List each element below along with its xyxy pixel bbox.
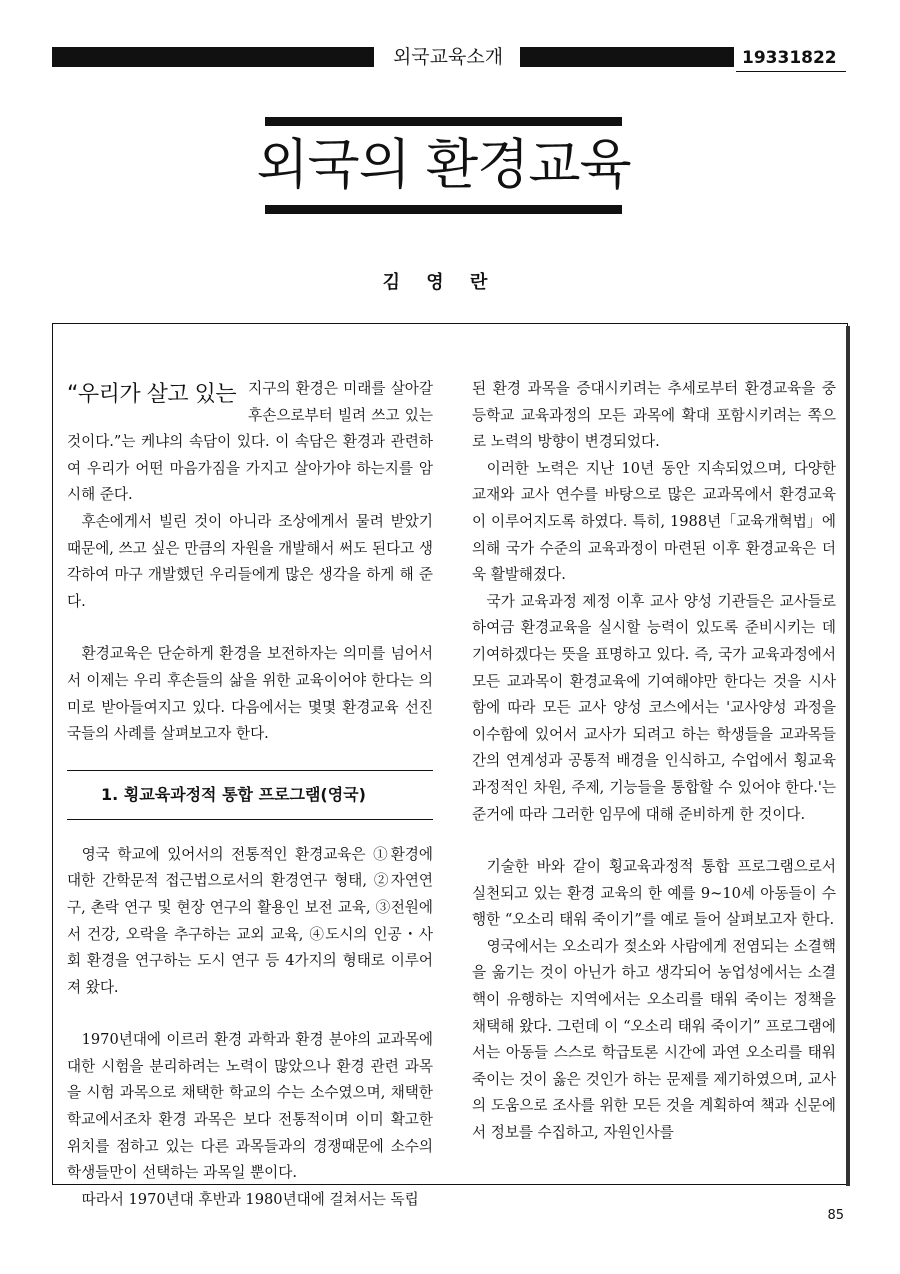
section-heading: 1. 횡교육과정적 통합 프로그램(영국)	[67, 770, 433, 820]
left-column	[67, 376, 433, 1213]
title-rule-top	[265, 117, 622, 126]
page-number: 85	[827, 1208, 844, 1223]
document-code: 19331822	[736, 44, 846, 72]
paragraph: 이러한 노력은 지난 10년 동안 지속되었으며, 다양한 교재와 교사 연수를 바탕으로 많은 교과목에서 환경교육이 이루어지도록 하였다. 특히, 1988년「교육개혁법」에 의해 국가 수준의 교육과정이 마련된 이후 환경교육은 더욱 활발해졌다.	[472, 459, 836, 584]
header-bar-right	[520, 47, 734, 67]
paragraph-gap	[67, 1001, 433, 1027]
paragraph: 환경교육은 단순하게 환경을 보전하자는 의미를 넘어서서 이제는 우리 후손들의 삶을 위한 교육이어야 한다는 의미로 받아들여지고 있다. 다음에서는 몇몇 환경교육 선진국들의 사례를 살펴보고자 한다.	[67, 645, 433, 743]
article-title: 외국의 환경교육	[256, 133, 631, 196]
paragraph-gap	[67, 615, 433, 641]
paragraph: 영국에서는 오소리가 젖소와 사람에게 전염되는 소결핵을 옮기는 것이 아닌가 하고 생각되어 농업성에서는 소결핵이 유행하는 지역에서는 오소리를 태워 죽이는 정책을 채택해 왔다. 그런데 이 “오소리 태워 죽이기” 프로그램에서는 아동들 스스로 학급토론 시간에 과연 오소리를 태워 죽이는 것이 옳은 것인가 하는 문제를 제기하였으며, 교사의 도움으로 조사를 위한 모든 것을 계획하여 책과 신문에서 정보를 수집하고, 자원인사를	[472, 937, 836, 1142]
right-column	[472, 376, 836, 1147]
lead-paragraph-text: 지구의 환경은 미래를 살아갈 후손으로부터 빌려 쓰고 있는 것이다.”는 케냐의 속담이 있다. 이 속담은 환경과 관련하여 우리가 어떤 마음가짐을 가지고 살아가야 하는지를 암시해 준다.	[67, 380, 433, 504]
header-bar-left	[52, 47, 374, 67]
paragraph: 따라서 1970년대 후반과 1980년대에 걸쳐서는 독립	[81, 1190, 419, 1208]
paragraph: 기술한 바와 같이 횡교육과정적 통합 프로그램으로서 실천되고 있는 환경 교육의 한 예를 9~10세 아동들이 수행한 “오소리 태워 죽이기”를 예로 들어 살펴보고자 한다.	[472, 858, 836, 929]
frame-shadow	[846, 326, 850, 1186]
paragraph: 후손에게서 빌린 것이 아니라 조상에게서 물려 받았기 때문에, 쓰고 싶은 만큼의 자원을 개발해서 써도 된다고 생각하여 마구 개발했던 우리들에게 많은 생각을 하게 해 준다.	[67, 512, 433, 610]
section-label: 외국교육소개	[392, 46, 504, 68]
lead-quote: “우리가 살고 있는	[67, 382, 237, 407]
lead-paragraph	[67, 376, 433, 509]
title-rule-bottom	[265, 205, 622, 214]
paragraph: 된 환경 과목을 증대시키려는 추세로부터 환경교육을 중등학교 교육과정의 모든 과목에 확대 포함시키려는 쪽으로 노력의 방향이 변경되었다.	[472, 380, 836, 451]
paragraph-gap	[472, 828, 836, 854]
paragraph: 1970년대에 이르러 환경 과학과 환경 분야의 교과목에 대한 시험을 분리하려는 노력이 많았으나 환경 관련 과목을 시험 과목으로 채택한 학교의 수는 소수였으며, 채택한 학교에서조차 환경 과목은 보다 전통적이며 이미 확고한 위치를 점하고 있는 다른 과목들과의 경쟁때문에 소수의 학생들만이 선택하는 과목일 뿐이다.	[67, 1031, 433, 1182]
paragraph: 영국 학교에 있어서의 전통적인 환경교육은 ①환경에 대한 간학문적 접근법으로서의 환경연구 형태, ②자연연구, 촌락 연구 및 현장 연구의 활용인 보전 교육, ③전원에서 건강, 오락을 추구하는 교외 교육, ④도시의 인공・사회 환경을 연구하는 도시 연구 등 4가지의 형태로 이루어져 왔다.	[67, 845, 433, 996]
paragraph: 국가 교육과정 제정 이후 교사 양성 기관들은 교사들로 하여금 환경교육을 실시할 능력이 있도록 준비시키는 데 기여하겠다는 뜻을 표명하고 있다. 즉, 국가 교육과정에서 모든 교과목이 환경교육에 기여해야만 한다는 것을 시사함에 따라 모든 교사 양성 코스에서는 '교사양성 과정을 이수함에 있어서 교사가 되려고 하는 학생들을 교과목들 간의 연계성과 공통적 배경을 인식하고, 수업에서 횡교육과정적인 차원, 주제, 기능들을 통합할 수 있어야 한다.'는 준거에 따라 그러한 임무에 대해 준비하게 한 것이다.	[472, 592, 836, 823]
author-name: 김 영 란	[382, 272, 498, 293]
